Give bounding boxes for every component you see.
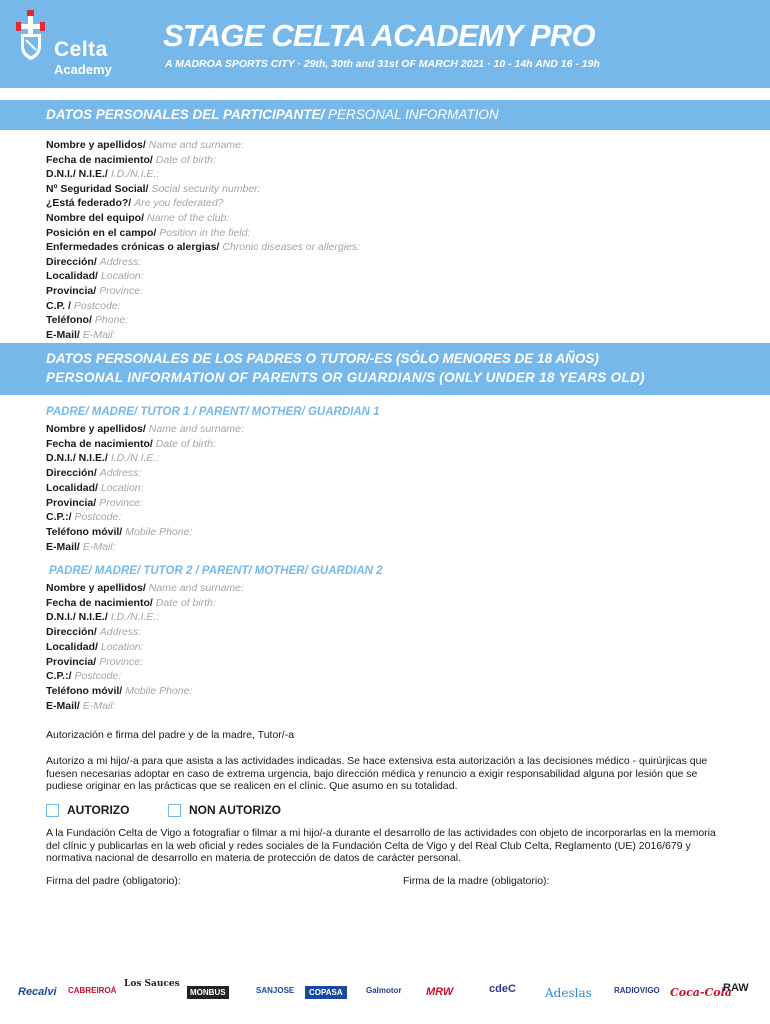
field-row[interactable] xyxy=(46,466,244,481)
authorize-label: AUTORIZO xyxy=(67,803,130,817)
field-hint: I.D./N.I.E.: xyxy=(110,452,160,465)
field-hint: Mobile Phone: xyxy=(125,684,193,697)
field-hint: Postcode: xyxy=(74,511,122,524)
section-heading-es: DATOS PERSONALES DEL PARTICIPANTE/ xyxy=(46,107,325,122)
field-label: Dirección/ xyxy=(46,255,97,268)
field-row[interactable] xyxy=(46,510,244,525)
field-row[interactable] xyxy=(46,226,360,241)
field-label: Nombre del equipo/ xyxy=(46,211,145,224)
field-hint: Date of birth: xyxy=(155,437,216,450)
field-row[interactable] xyxy=(46,481,244,496)
field-hint: Postcode: xyxy=(74,670,122,683)
field-row[interactable] xyxy=(46,496,244,511)
field-label: Fecha de nacimiento/ xyxy=(46,153,153,166)
logo-sub: Academy xyxy=(54,62,112,77)
field-label: Nombre y apellidos/ xyxy=(46,423,146,435)
field-label: C.P. / xyxy=(46,299,71,312)
field-hint: Are you federated? xyxy=(134,197,224,210)
authorization-heading: Autorización e firma del padre y de la madre, Tutor/-a xyxy=(46,729,295,741)
field-label: Provincia/ xyxy=(46,284,97,297)
field-label: Fecha de nacimiento/ xyxy=(46,437,153,450)
sponsor-logo: Adeslas xyxy=(545,986,592,1000)
field-hint: Province: xyxy=(99,284,143,297)
parents-section-title-es: DATOS PERSONALES DE LOS PADRES O TUTOR/-ES (SÓLO MENORES DE 18 AÑOS) xyxy=(46,351,599,366)
field-hint: Location: xyxy=(100,481,144,494)
sponsor-logo: COPASA xyxy=(305,986,347,999)
section-heading-en: PERSONAL INFORMATION xyxy=(324,107,499,122)
logo-word: Celta xyxy=(54,38,108,61)
field-row[interactable] xyxy=(46,596,244,611)
field-hint: Date of birth: xyxy=(155,153,216,166)
sponsor-logo: CABREIROÁ xyxy=(68,986,117,995)
field-hint: Name and surname: xyxy=(148,582,244,594)
sponsor-logos xyxy=(14,980,758,1010)
field-hint: Position in the field: xyxy=(159,226,251,239)
field-label: Enfermedades crónicas o alergias/ xyxy=(46,241,220,254)
field-hint: Date of birth: xyxy=(155,596,216,609)
field-label: E-Mail/ xyxy=(46,540,80,553)
checkbox-icon[interactable] xyxy=(46,804,59,817)
field-hint: E-Mail: xyxy=(82,328,116,341)
parents-section-title-en: PERSONAL INFORMATION OF PARENTS OR GUARDIAN/S (ONLY UNDER 18 YEARS OLD) xyxy=(46,370,645,385)
sponsor-logo: RAW xyxy=(723,982,749,994)
guardian1-fields xyxy=(46,422,244,554)
page-subtitle: A MADROA SPORTS CITY · 29th, 30th and 31st OF MARCH 2021 · 10 - 14h AND 16 - 19h xyxy=(165,58,600,70)
participant-section-title xyxy=(46,107,499,122)
field-row[interactable] xyxy=(46,437,244,452)
parents-section-header xyxy=(0,343,770,395)
field-row[interactable] xyxy=(46,313,360,328)
photo-consent-text: A la Fundación Celta de Vigo a fotografiar o filmar a mi hijo/-a durante el desarrollo de las actividades con objeto de incorporarlas en la memoria del clínic y publicarlas en la web oficial y redes sociales de la Fundación Celta de Vigo y del Real Club Celta, Reglamento (UE) 2016/679 y normativa nacional de desarrollo en materia de protección de datos de carácter personal. xyxy=(46,827,716,864)
field-hint: Province: xyxy=(99,496,143,509)
field-hint: Address: xyxy=(99,255,142,268)
field-label: Teléfono/ xyxy=(46,314,92,327)
father-signature-label: Firma del padre (obligatorio): xyxy=(46,875,181,887)
field-hint: Province: xyxy=(99,655,143,668)
participant-section-header xyxy=(0,100,770,130)
field-hint: Social security number: xyxy=(151,182,261,195)
field-hint: Name of the club: xyxy=(147,211,230,224)
field-label: Posición en el campo/ xyxy=(46,226,157,239)
sponsor-logo: Los Sauces xyxy=(124,979,180,989)
field-row[interactable] xyxy=(46,196,360,211)
field-hint: E-Mail: xyxy=(82,699,116,712)
field-hint: Mobile Phone: xyxy=(125,525,193,538)
page-header xyxy=(0,0,770,88)
celta-academy-logo xyxy=(12,10,132,80)
not-authorize-checkbox[interactable] xyxy=(168,803,281,817)
field-label: Nº Seguridad Social/ xyxy=(46,182,149,195)
field-row[interactable] xyxy=(46,182,360,197)
field-row[interactable] xyxy=(46,625,244,640)
field-hint: Name and surname: xyxy=(148,423,244,435)
field-hint: Chronic diseases or allergies: xyxy=(222,241,361,254)
field-hint: Location: xyxy=(100,270,144,283)
not-authorize-label: NON AUTORIZO xyxy=(189,803,281,817)
field-label: Dirección/ xyxy=(46,467,97,480)
field-label: D.N.I./ N.I.E./ xyxy=(46,611,108,624)
field-row[interactable] xyxy=(46,255,360,270)
field-label: Localidad/ xyxy=(46,481,98,494)
field-label: E-Mail/ xyxy=(46,699,80,712)
field-label: Provincia/ xyxy=(46,655,97,668)
field-row[interactable] xyxy=(46,269,360,284)
sponsor-logo: RADIOVIGO xyxy=(614,986,660,995)
field-label: C.P.:/ xyxy=(46,670,72,683)
field-label: Localidad/ xyxy=(46,640,98,653)
field-row[interactable] xyxy=(46,525,244,540)
guardian1-heading: PADRE/ MADRE/ TUTOR 1 / PARENT/ MOTHER/ GUARDIAN 1 xyxy=(46,406,380,418)
field-hint: Name and surname: xyxy=(148,139,244,151)
field-row[interactable] xyxy=(46,284,360,299)
sponsor-logo: SANJOSE xyxy=(256,986,295,995)
field-label: Fecha de nacimiento/ xyxy=(46,596,153,609)
field-label: ¿Está federado?/ xyxy=(46,197,132,210)
field-row[interactable] xyxy=(46,669,244,684)
field-label: D.N.I./ N.I.E./ xyxy=(46,168,108,181)
field-row[interactable] xyxy=(46,451,244,466)
field-row[interactable] xyxy=(46,138,360,153)
sponsor-logo: Coca-Cola xyxy=(670,986,732,999)
sponsor-logo: MRW xyxy=(426,986,454,998)
field-row[interactable] xyxy=(46,167,360,182)
checkbox-icon[interactable] xyxy=(168,804,181,817)
field-row[interactable] xyxy=(46,422,244,437)
field-label: Provincia/ xyxy=(46,496,97,509)
participant-fields xyxy=(46,138,360,342)
field-label: Dirección/ xyxy=(46,626,97,639)
field-hint: I.D./N.I.E.: xyxy=(110,611,160,624)
field-label: Teléfono móvil/ xyxy=(46,684,123,697)
field-label: Localidad/ xyxy=(46,270,98,283)
field-row[interactable] xyxy=(46,610,244,625)
field-row[interactable] xyxy=(46,211,360,226)
mother-signature-label: Firma de la madre (obligatorio): xyxy=(403,875,550,887)
field-row[interactable] xyxy=(46,328,360,343)
field-hint: Address: xyxy=(99,467,142,480)
page-title: STAGE CELTA ACADEMY PRO xyxy=(163,18,595,53)
celta-cross-crest-icon xyxy=(12,10,52,72)
authorization-options xyxy=(46,803,446,819)
field-row[interactable] xyxy=(46,655,244,670)
guardian2-fields xyxy=(46,581,244,713)
sponsor-logo: Galmotor xyxy=(366,986,402,995)
authorize-checkbox[interactable] xyxy=(46,803,129,817)
field-hint: Phone: xyxy=(94,314,129,327)
field-row[interactable] xyxy=(46,153,360,168)
authorization-text: Autorizo a mi hijo/-a para que asista a las actividades indicadas. Se hace extensiva esta autorización a las decisiones médico - quirúrjicas que fuesen necesarias adoptar en caso de extrema urgencia, bajo dirección médica y renuncio a exigir responsabilidad alguna por lesión que se pudiese originar en las prácticas que se realicen en el clínic. Que asumo en su totalidad. xyxy=(46,755,708,792)
field-hint: Address: xyxy=(99,626,142,639)
sponsor-logo: MONBUS xyxy=(187,986,229,999)
guardian2-heading: PADRE/ MADRE/ TUTOR 2 / PARENT/ MOTHER/ GUARDIAN 2 xyxy=(49,565,383,577)
field-row[interactable] xyxy=(46,581,244,596)
field-label: Nombre y apellidos/ xyxy=(46,139,146,151)
field-hint: E-Mail: xyxy=(82,540,116,553)
field-hint: Postcode: xyxy=(73,299,121,312)
field-label: C.P.:/ xyxy=(46,511,72,524)
field-row[interactable] xyxy=(46,240,360,255)
field-row[interactable] xyxy=(46,699,244,714)
field-row[interactable] xyxy=(46,640,244,655)
sponsor-logo: cdeC xyxy=(489,983,516,995)
field-row[interactable] xyxy=(46,684,244,699)
field-row[interactable] xyxy=(46,299,360,314)
field-hint: Location: xyxy=(100,640,144,653)
field-hint: I.D./N.I.E.: xyxy=(110,168,160,181)
field-label: D.N.I./ N.I.E./ xyxy=(46,452,108,465)
field-label: E-Mail/ xyxy=(46,328,80,341)
sponsor-logo: Recalvi xyxy=(18,986,57,998)
field-label: Teléfono móvil/ xyxy=(46,525,123,538)
field-row[interactable] xyxy=(46,540,244,555)
field-label: Nombre y apellidos/ xyxy=(46,582,146,594)
